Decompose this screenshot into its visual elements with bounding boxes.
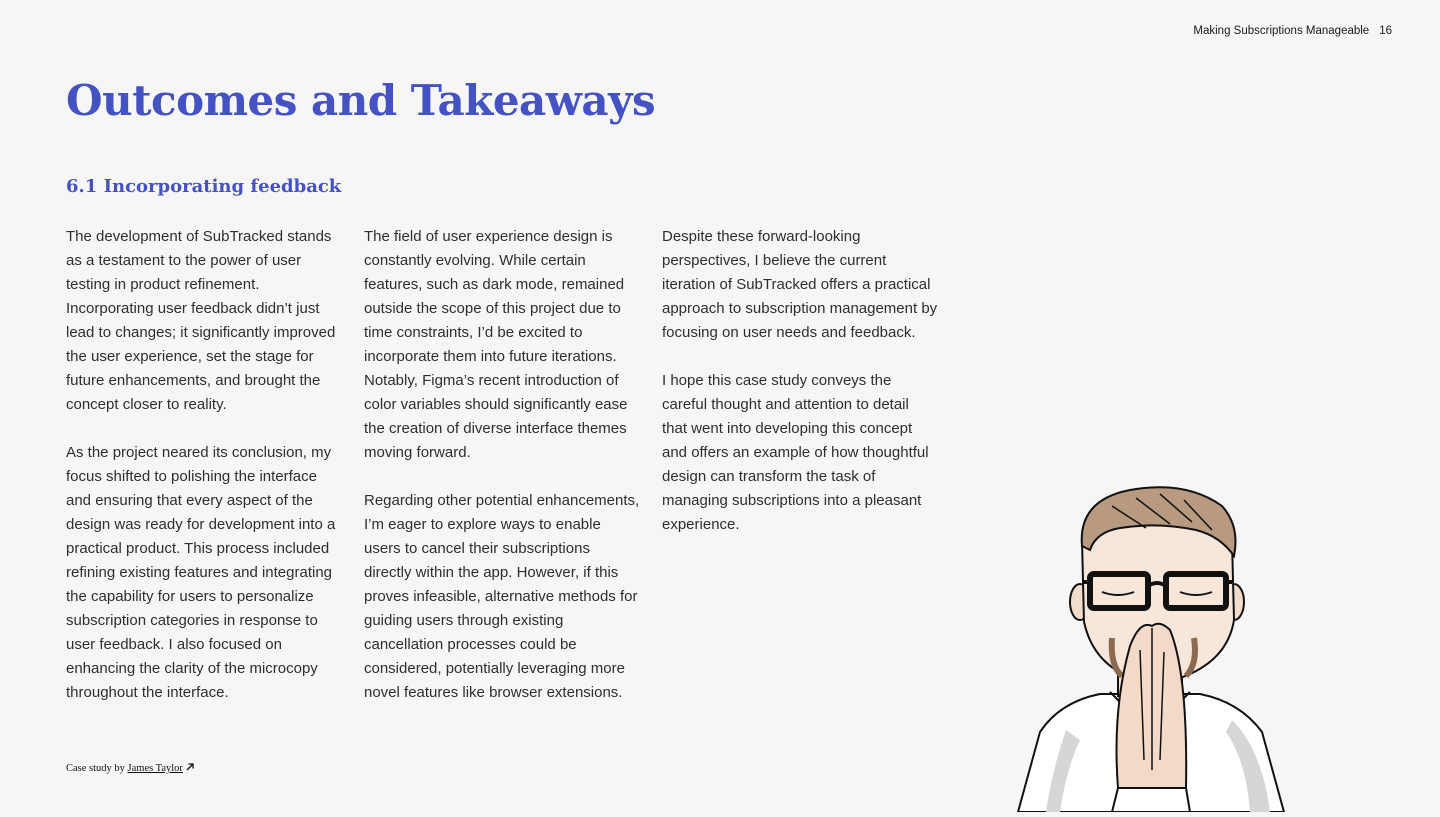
section-heading: 6.1 Incorporating feedback [66,176,342,197]
paragraph: The development of SubTracked stands as a testament to the power of user testing in product refinement. Incorporating user feedback didn’t just lead to changes; it significantly improved the user experience, set the stage for future enhancements, and brought the concept closer to reality. [66,228,336,413]
credit-prefix: Case study by [66,763,128,774]
text-column-3 [662,225,938,561]
paragraph: Regarding other potential enhancements, I’m eager to explore ways to enable users to cancel their subscriptions directly within the app. However, if this proves infeasible, alternative methods for guiding users through existing cancellation processes could be considered, potentially leveraging more novel features like browser extensions. [364,492,640,701]
running-title: Making Subscriptions Manageable [1193,25,1370,37]
paragraph: Despite these forward-looking perspectives, I believe the current iteration of SubTracked offers a practical approach to subscription management by focusing on user needs and feedback. [662,228,938,341]
text-column-2 [364,225,640,729]
author-illustration [1000,470,1300,812]
page-number: 16 [1379,25,1392,37]
text-column-1 [66,225,342,729]
paragraph: The field of user experience design is constantly evolving. While certain features, such as dark mode, remained outside the scope of this project due to time constraints, I’d be excited to incorporate them into future iterations. Notably, Figma’s recent introduction of color variables should significantly ease the creation of diverse interface themes moving forward. [364,228,628,461]
praying-man-illustration [1000,470,1300,812]
external-arrow-icon [185,762,195,772]
paragraph: I hope this case study conveys the careful thought and attention to detail that went into developing this concept and offers an example of how thoughtful design can transform the task of managing subscriptions into a pleasant experience. [662,372,929,533]
author-link[interactable]: James Taylor [127,763,183,774]
paragraph: As the project neared its conclusion, my focus shifted to polishing the interface and ensuring that every aspect of the design was ready for development into a practical product. This process included refining existing features and integrating the capability for users to personalize subscription categories in response to user feedback. I also focused on enhancing the clarity of the microcopy throughout the interface. [66,444,336,701]
page-title: Outcomes and Takeaways [66,76,656,125]
footer-credit [66,762,195,774]
running-header [1193,25,1392,37]
